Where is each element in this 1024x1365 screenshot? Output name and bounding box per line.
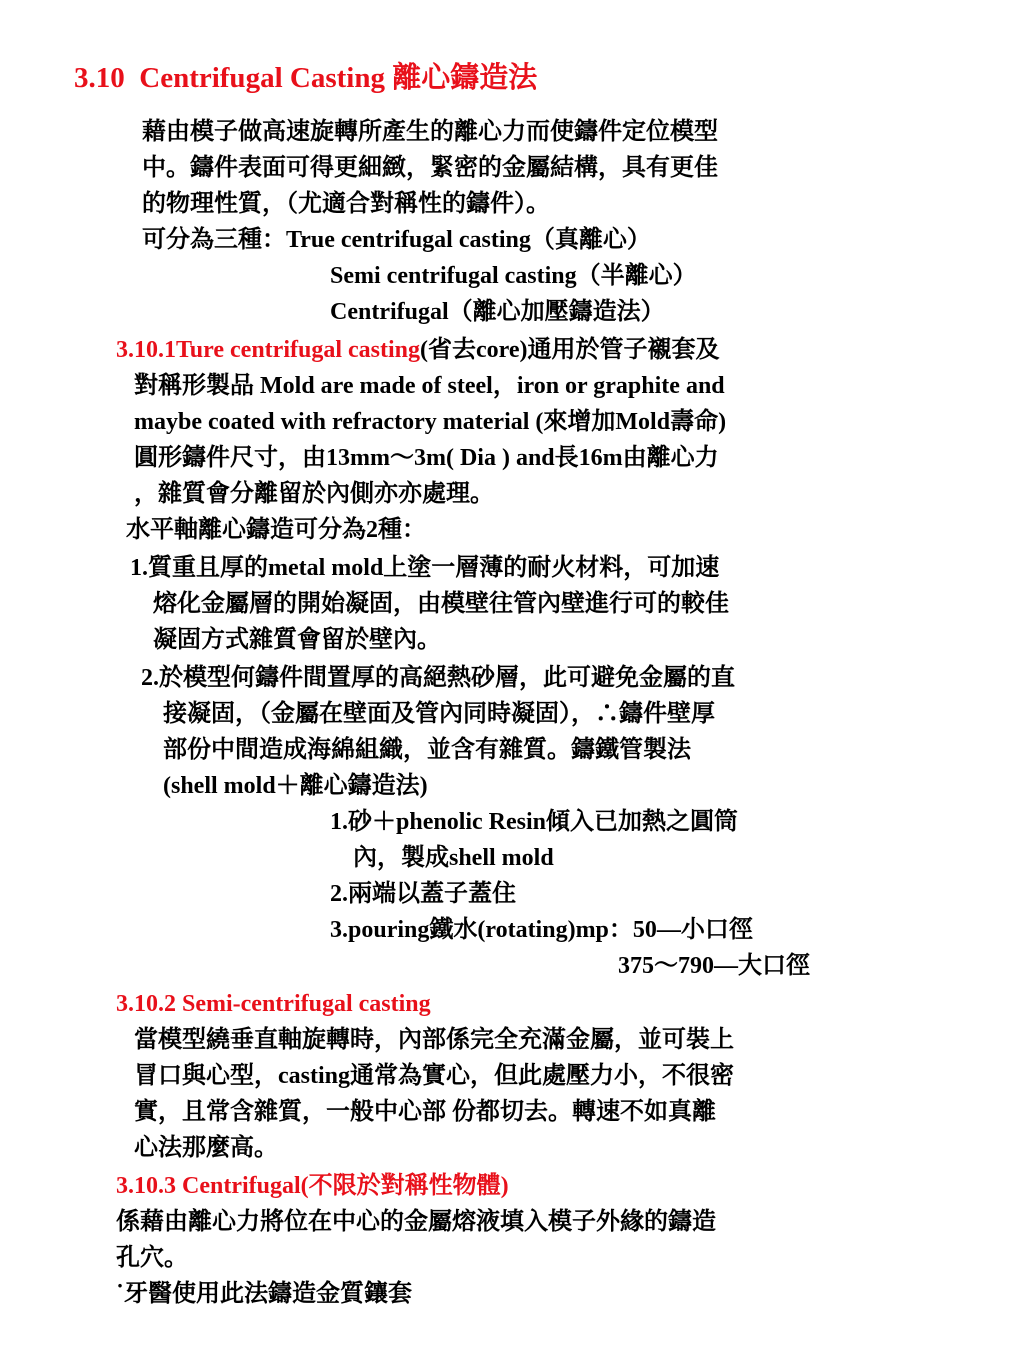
- section-title-text: Centrifugal Casting 離心鑄造法: [139, 62, 538, 94]
- paragraph-line: maybe coated with refractory material (來增加Mold壽命): [134, 409, 727, 435]
- intro-line: 藉由模子做高速旋轉所產生的離心力而使鑄件定位模型: [142, 119, 718, 145]
- subsection-heading: 3.10.1Ture centrifugal casting: [116, 337, 420, 363]
- subsection-heading: 3.10.2 Semi-centrifugal casting: [116, 991, 431, 1017]
- step-line: 1.砂＋phenolic Resin傾入已加熱之圓筒: [330, 809, 739, 835]
- list-item-line: 凝固方式雜質會留於壁內。: [153, 627, 441, 653]
- list-item-line: 1.質重且厚的metal mold上塗一層薄的耐火材料，可加速: [130, 555, 720, 581]
- type-item: Centrifugal（離心加壓鑄造法）: [330, 299, 665, 325]
- subsection-heading-line: [116, 332, 720, 368]
- step-line: 2.兩端以蓋子蓋住: [330, 881, 516, 907]
- list-item-line: (shell mold＋離心鑄造法): [163, 773, 428, 799]
- types-label: 可分為三種：: [142, 227, 286, 253]
- type-item: True centrifugal casting（真離心）: [286, 227, 651, 253]
- types-line: [142, 222, 651, 258]
- paragraph-line: 實，且常含雜質，一般中心部 份都切去。轉速不如真離: [134, 1099, 716, 1125]
- list-item-line: 熔化金屬層的開始凝固，由模壁往管內壁進行可的較佳: [153, 591, 729, 617]
- paragraph-line: ˙牙醫使用此法鑄造金質鑲套: [116, 1281, 412, 1307]
- step-line: 3.pouring鐵水(rotating)mp：50—小口徑: [330, 917, 753, 943]
- paragraph-line: 心法那麼高。: [134, 1135, 278, 1161]
- intro-line: 的物理性質，（尤適合對稱性的鑄件）。: [142, 191, 550, 217]
- step-line: 內，製成shell mold: [353, 845, 554, 871]
- section-number: 3.10: [74, 62, 125, 94]
- paragraph-line: 水平軸離心鑄造可分為2種：: [126, 517, 426, 543]
- list-item-line: 2.於模型何鑄件間置厚的高絕熱砂層，此可避免金屬的直: [141, 665, 735, 691]
- intro-line: 中。鑄件表面可得更細緻，緊密的金屬結構，具有更佳: [142, 155, 718, 181]
- type-item: Semi centrifugal casting（半離心）: [330, 263, 697, 289]
- paragraph-line: 當模型繞垂直軸旋轉時，內部係完全充滿金屬，並可裝上: [134, 1027, 734, 1053]
- paragraph-line: 冒口與心型，casting通常為實心，但此處壓力小，不很密: [134, 1063, 734, 1089]
- paragraph-line: 對稱形製品 Mold are made of steel，iron or graphite and: [134, 373, 725, 399]
- subsection-heading: 3.10.3 Centrifugal(不限於對稱性物體): [116, 1173, 509, 1199]
- list-item-line: 部份中間造成海綿組織，並含有雜質。鑄鐵管製法: [163, 737, 691, 763]
- section-title: [74, 60, 537, 96]
- paragraph-line: 圓形鑄件尺寸，由13mm～3m( Dia ) and長16m由離心力: [134, 445, 719, 471]
- step-line: 375～790—大口徑: [618, 953, 810, 979]
- paragraph-line: ，雜質會分離留於內側亦亦處理。: [134, 481, 494, 507]
- subsection-heading-rest: (省去core)通用於管子襯套及: [420, 337, 720, 363]
- paragraph-line: 係藉由離心力將位在中心的金屬熔液填入模子外緣的鑄造: [116, 1209, 716, 1235]
- paragraph-line: 孔穴。: [116, 1245, 188, 1271]
- list-item-line: 接凝固，（金屬在壁面及管內同時凝固），∴鑄件壁厚: [163, 701, 715, 727]
